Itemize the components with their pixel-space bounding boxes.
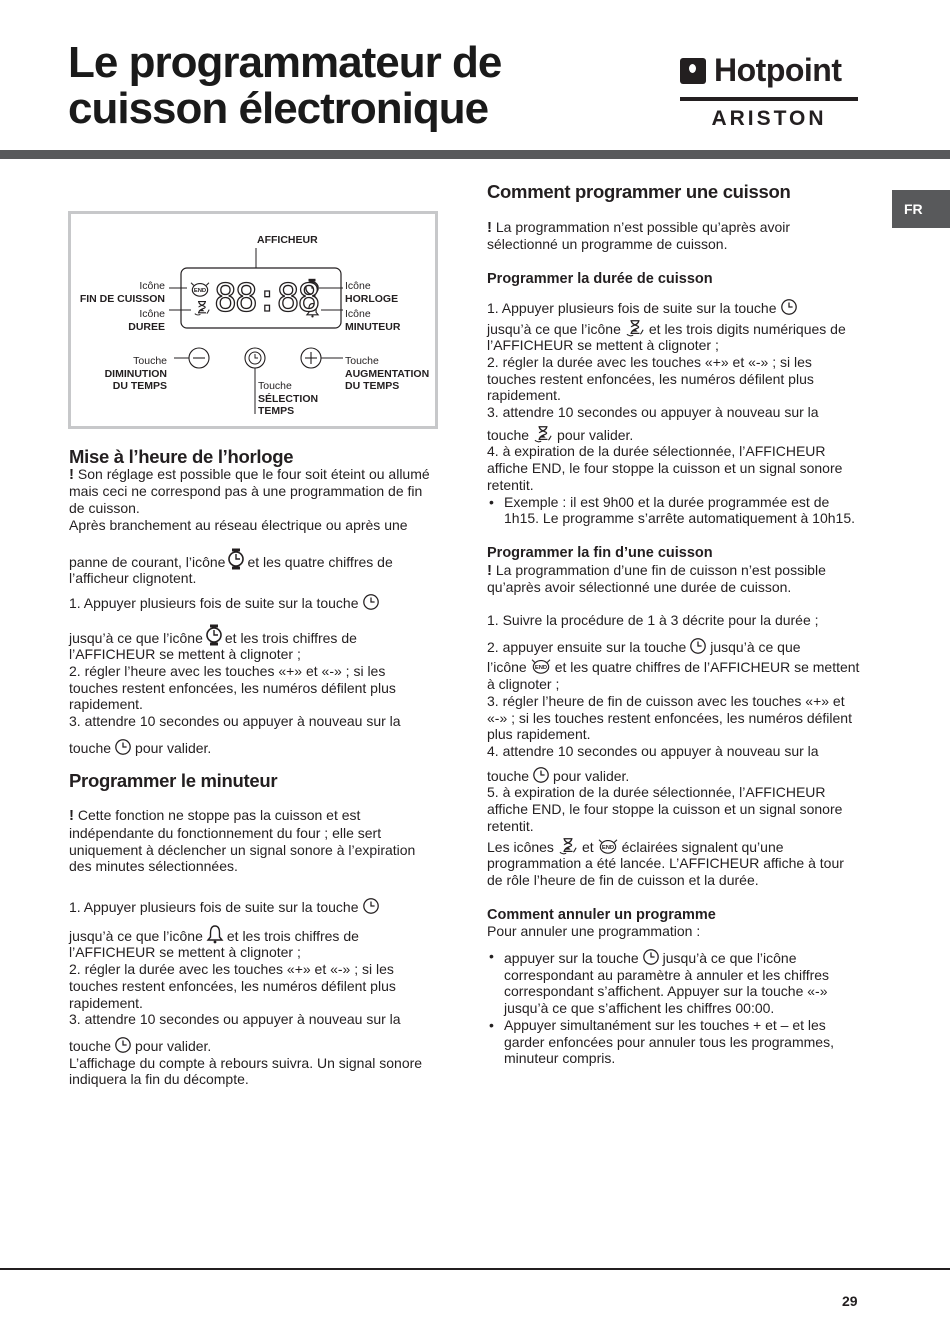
right-column <box>487 181 861 1067</box>
h-step1c: et les trois chiffres de l’AFFICHEUR se mettent à clignoter ; <box>69 629 357 663</box>
warning-mark: ! <box>487 561 492 579</box>
a-bullet1a: appuyer sur la touche <box>504 950 639 967</box>
label-afficheur: AFFICHEUR <box>257 234 318 246</box>
label-icone: Icône <box>139 308 165 320</box>
end-icon <box>530 657 552 675</box>
m-step3: 3. attendre 10 secondes ou appuyer à nouveau sur la <box>69 1011 401 1028</box>
h-step1b: jusqu’à ce que l’icône <box>69 629 203 646</box>
label-sel-1: SÉLECTION <box>258 392 319 405</box>
subsection-duree: Programmer la durée de cuisson <box>487 271 713 288</box>
page-title <box>68 40 501 132</box>
clock-icon <box>532 766 550 784</box>
f-step2c: l’icône <box>487 659 527 676</box>
a-bullet1b: jusqu’à ce que l’icône correspondant au paramètre à annuler et les chiffres correspondant s’affichent. Appuyer sur la touche «-» jusqu’à ce que s’affichent les chiffres 00:00. <box>504 950 830 1017</box>
programmer-intro: La programmation n’est possible qu’après avoir sélectionné un programme de cuisson. <box>487 218 791 253</box>
end-icon <box>597 837 619 855</box>
hourglass-icon <box>557 837 579 855</box>
warning-mark: ! <box>69 465 74 483</box>
label-duree <box>128 308 165 333</box>
label-minuteur <box>345 308 400 333</box>
d-step3c: pour valider. <box>557 426 634 443</box>
subsection-fin: Programmer la fin d’une cuisson <box>487 544 713 561</box>
horloge-p2: Après branchement au réseau électrique ou après une <box>69 516 408 533</box>
f-step1: 1. Suivre la procédure de 1 à 3 décrite pour la durée ; <box>487 612 819 629</box>
horloge-p1: Son réglage est possible que le four soit éteint ou allumé mais ceci ne correspond pas à une programmation de fin de cuisson. <box>69 465 430 517</box>
m-step1c: et les trois chiffres de l’AFFICHEUR se mettent à clignoter ; <box>69 927 359 961</box>
watch-icon <box>206 624 222 646</box>
header-rule <box>0 150 950 159</box>
clock-icon <box>780 298 798 316</box>
f-step2d: et les quatre chiffres de l’AFFICHEUR se mettent à clignoter ; <box>487 659 860 693</box>
h-step3: 3. attendre 10 secondes ou appuyer à nouveau sur la <box>69 713 401 730</box>
control-panel-diagram <box>68 211 438 429</box>
label-fin-de-cuisson <box>80 280 165 305</box>
f-icons-b: et <box>581 838 594 855</box>
f-step4c: pour valider. <box>553 767 630 784</box>
f-step4: 4. attendre 10 secondes ou appuyer à nouveau sur la <box>487 742 819 759</box>
language-tab: FR <box>892 190 950 228</box>
f-icons-c: éclairées signalent qu’une programmation a été lancée. L’AFFICHEUR affiche à tour de rôle l’heure de fin de cuisson et la durée. <box>487 838 844 888</box>
f-step3: 3. régler l’heure de fin de cuisson avec les touches «+» et «-» ; si les touches restent enfoncées, les numéros défilent plus rapidement. <box>487 692 852 743</box>
d-step3b: touche <box>487 426 530 443</box>
brand-mark-icon <box>680 58 706 84</box>
fin-intro: La programmation d’une fin de cuisson n’est possible qu’après avoir sélectionné une durée de cuisson. <box>487 561 826 596</box>
hourglass-icon <box>624 319 646 337</box>
left-column <box>69 446 437 1088</box>
f-step4b: touche <box>487 767 530 784</box>
label-horloge-text: HORLOGE <box>345 292 399 305</box>
label-touche: Touche <box>258 380 292 392</box>
label-dim-2: DU TEMPS <box>112 380 167 392</box>
label-touche: Touche <box>133 355 167 367</box>
label-sel-2: TEMPS <box>258 405 295 417</box>
brand-sub: ARISTON <box>711 107 827 130</box>
hourglass-icon <box>532 425 554 443</box>
clock-icon <box>642 948 660 966</box>
label-horloge <box>345 280 398 305</box>
f-step5: 5. à expiration de la durée sélectionnée, l’AFFICHEUR affiche END, le four stoppe la cuisson et un signal sonore retentit. <box>487 784 843 834</box>
label-aug-2: DU TEMPS <box>345 380 400 392</box>
section-title-programmer: Comment programmer une cuisson <box>487 181 791 202</box>
label-augmentation <box>345 355 429 393</box>
d-step1a: 1. Appuyer plusieurs fois de suite sur la touche <box>487 299 777 316</box>
f-step2b: jusqu’à ce que <box>710 638 801 655</box>
d-step1b: jusqu’à ce que l’icône <box>487 320 621 337</box>
d-step2: 2. régler la durée avec les touches «+» et «-» ; si les touches restent enfoncées, les numéros défilent plus rapidement. <box>487 353 814 404</box>
minuteur-p1: Cette fonction ne stoppe pas la cuisson et est indépendante du fonctionnement du four ; elle sert uniquement à déclencher un signal sonore à l’expiration des minutes sélectionnées. <box>69 807 416 875</box>
subsection-annuler: Comment annuler un programme <box>487 906 716 923</box>
label-icone: Icône <box>345 308 371 320</box>
clock-icon <box>362 593 380 611</box>
d-step1c: et les trois digits numériques de l’AFFICHEUR se mettent à clignoter ; <box>487 320 846 354</box>
d-step4: 4. à expiration de la durée sélectionnée, l’AFFICHEUR affiche END, le four stoppe la cuisson et un signal sonore retentit. <box>487 443 843 493</box>
label-fin-text: FIN DE CUISSON <box>79 292 165 305</box>
h-step2: 2. régler l’heure avec les touches «+» et «-» ; si les touches restent enfoncées, les numéros défilent plus rapidement. <box>69 663 396 713</box>
bell-icon <box>206 924 224 944</box>
d-example: • Exemple : il est 9h00 et la durée programmée est de 1h15. Le programme s’arrête automatiquement à 10h15. <box>487 494 861 527</box>
label-duree-text: DUREE <box>128 320 165 333</box>
page-number: 29 <box>842 1293 858 1309</box>
title-line-1: Le programmateur de <box>68 38 502 87</box>
label-icone: Icône <box>139 280 165 292</box>
watch-icon <box>228 548 244 570</box>
h-step1a: 1. Appuyer plusieurs fois de suite sur la touche <box>69 594 359 611</box>
h-step3c: pour valider. <box>135 739 212 756</box>
label-icone: Icône <box>345 280 371 292</box>
label-aug-1: AUGMENTATION <box>345 367 430 380</box>
f-step2a: 2. appuyer ensuite sur la touche <box>487 638 687 655</box>
brand-logo <box>680 52 860 131</box>
brand-name: Hotpoint <box>714 52 842 88</box>
h-step3b: touche <box>69 739 112 756</box>
display-digits: 88:88 <box>214 276 319 320</box>
title-line-2: cuisson électronique <box>68 84 489 133</box>
m-step3c: pour valider. <box>135 1037 212 1054</box>
label-minuteur-text: MINUTEUR <box>345 320 401 333</box>
clock-icon <box>114 1036 132 1054</box>
horloge-p3b: et les quatre chiffres de l’afficheur clignotent. <box>69 553 393 587</box>
m-step2: 2. régler la durée avec les touches «+» et «-» ; si les touches restent enfoncées, les numéros défilent plus rapidement. <box>69 961 396 1011</box>
label-touche: Touche <box>345 355 379 367</box>
clock-icon <box>689 637 707 655</box>
label-diminution <box>105 355 167 393</box>
m-step1b: jusqu’à ce que l’icône <box>69 927 203 944</box>
section-title-minuteur: Programmer le minuteur <box>69 769 278 791</box>
horloge-p3a: panne de courant, l’icône <box>69 553 226 570</box>
m-step3b: touche <box>69 1037 112 1054</box>
section-title-horloge: Mise à l’heure de l’horloge <box>69 446 294 467</box>
f-icons-a: Les icônes <box>487 838 554 855</box>
brand-divider <box>680 97 858 101</box>
label-selection <box>258 380 318 418</box>
annul-intro: Pour annuler une programmation : <box>487 923 701 940</box>
warning-mark: ! <box>69 807 74 825</box>
label-dim-1: DIMINUTION <box>104 367 167 380</box>
warning-mark: ! <box>487 218 492 236</box>
m-step1a: 1. Appuyer plusieurs fois de suite sur la touche <box>69 899 359 916</box>
a-bullet2: • Appuyer simultanément sur les touches + et – et les garder enfoncées pour annuler tous les programmes, minuteur compris. <box>487 1017 861 1067</box>
footer-rule <box>0 1268 950 1270</box>
m-end: L’affichage du compte à rebours suivra. Un signal sonore indiquera la fin du décompte. <box>69 1054 423 1088</box>
clock-icon <box>362 897 380 915</box>
clock-icon <box>114 738 132 756</box>
d-step3: 3. attendre 10 secondes ou appuyer à nouveau sur la <box>487 404 819 421</box>
